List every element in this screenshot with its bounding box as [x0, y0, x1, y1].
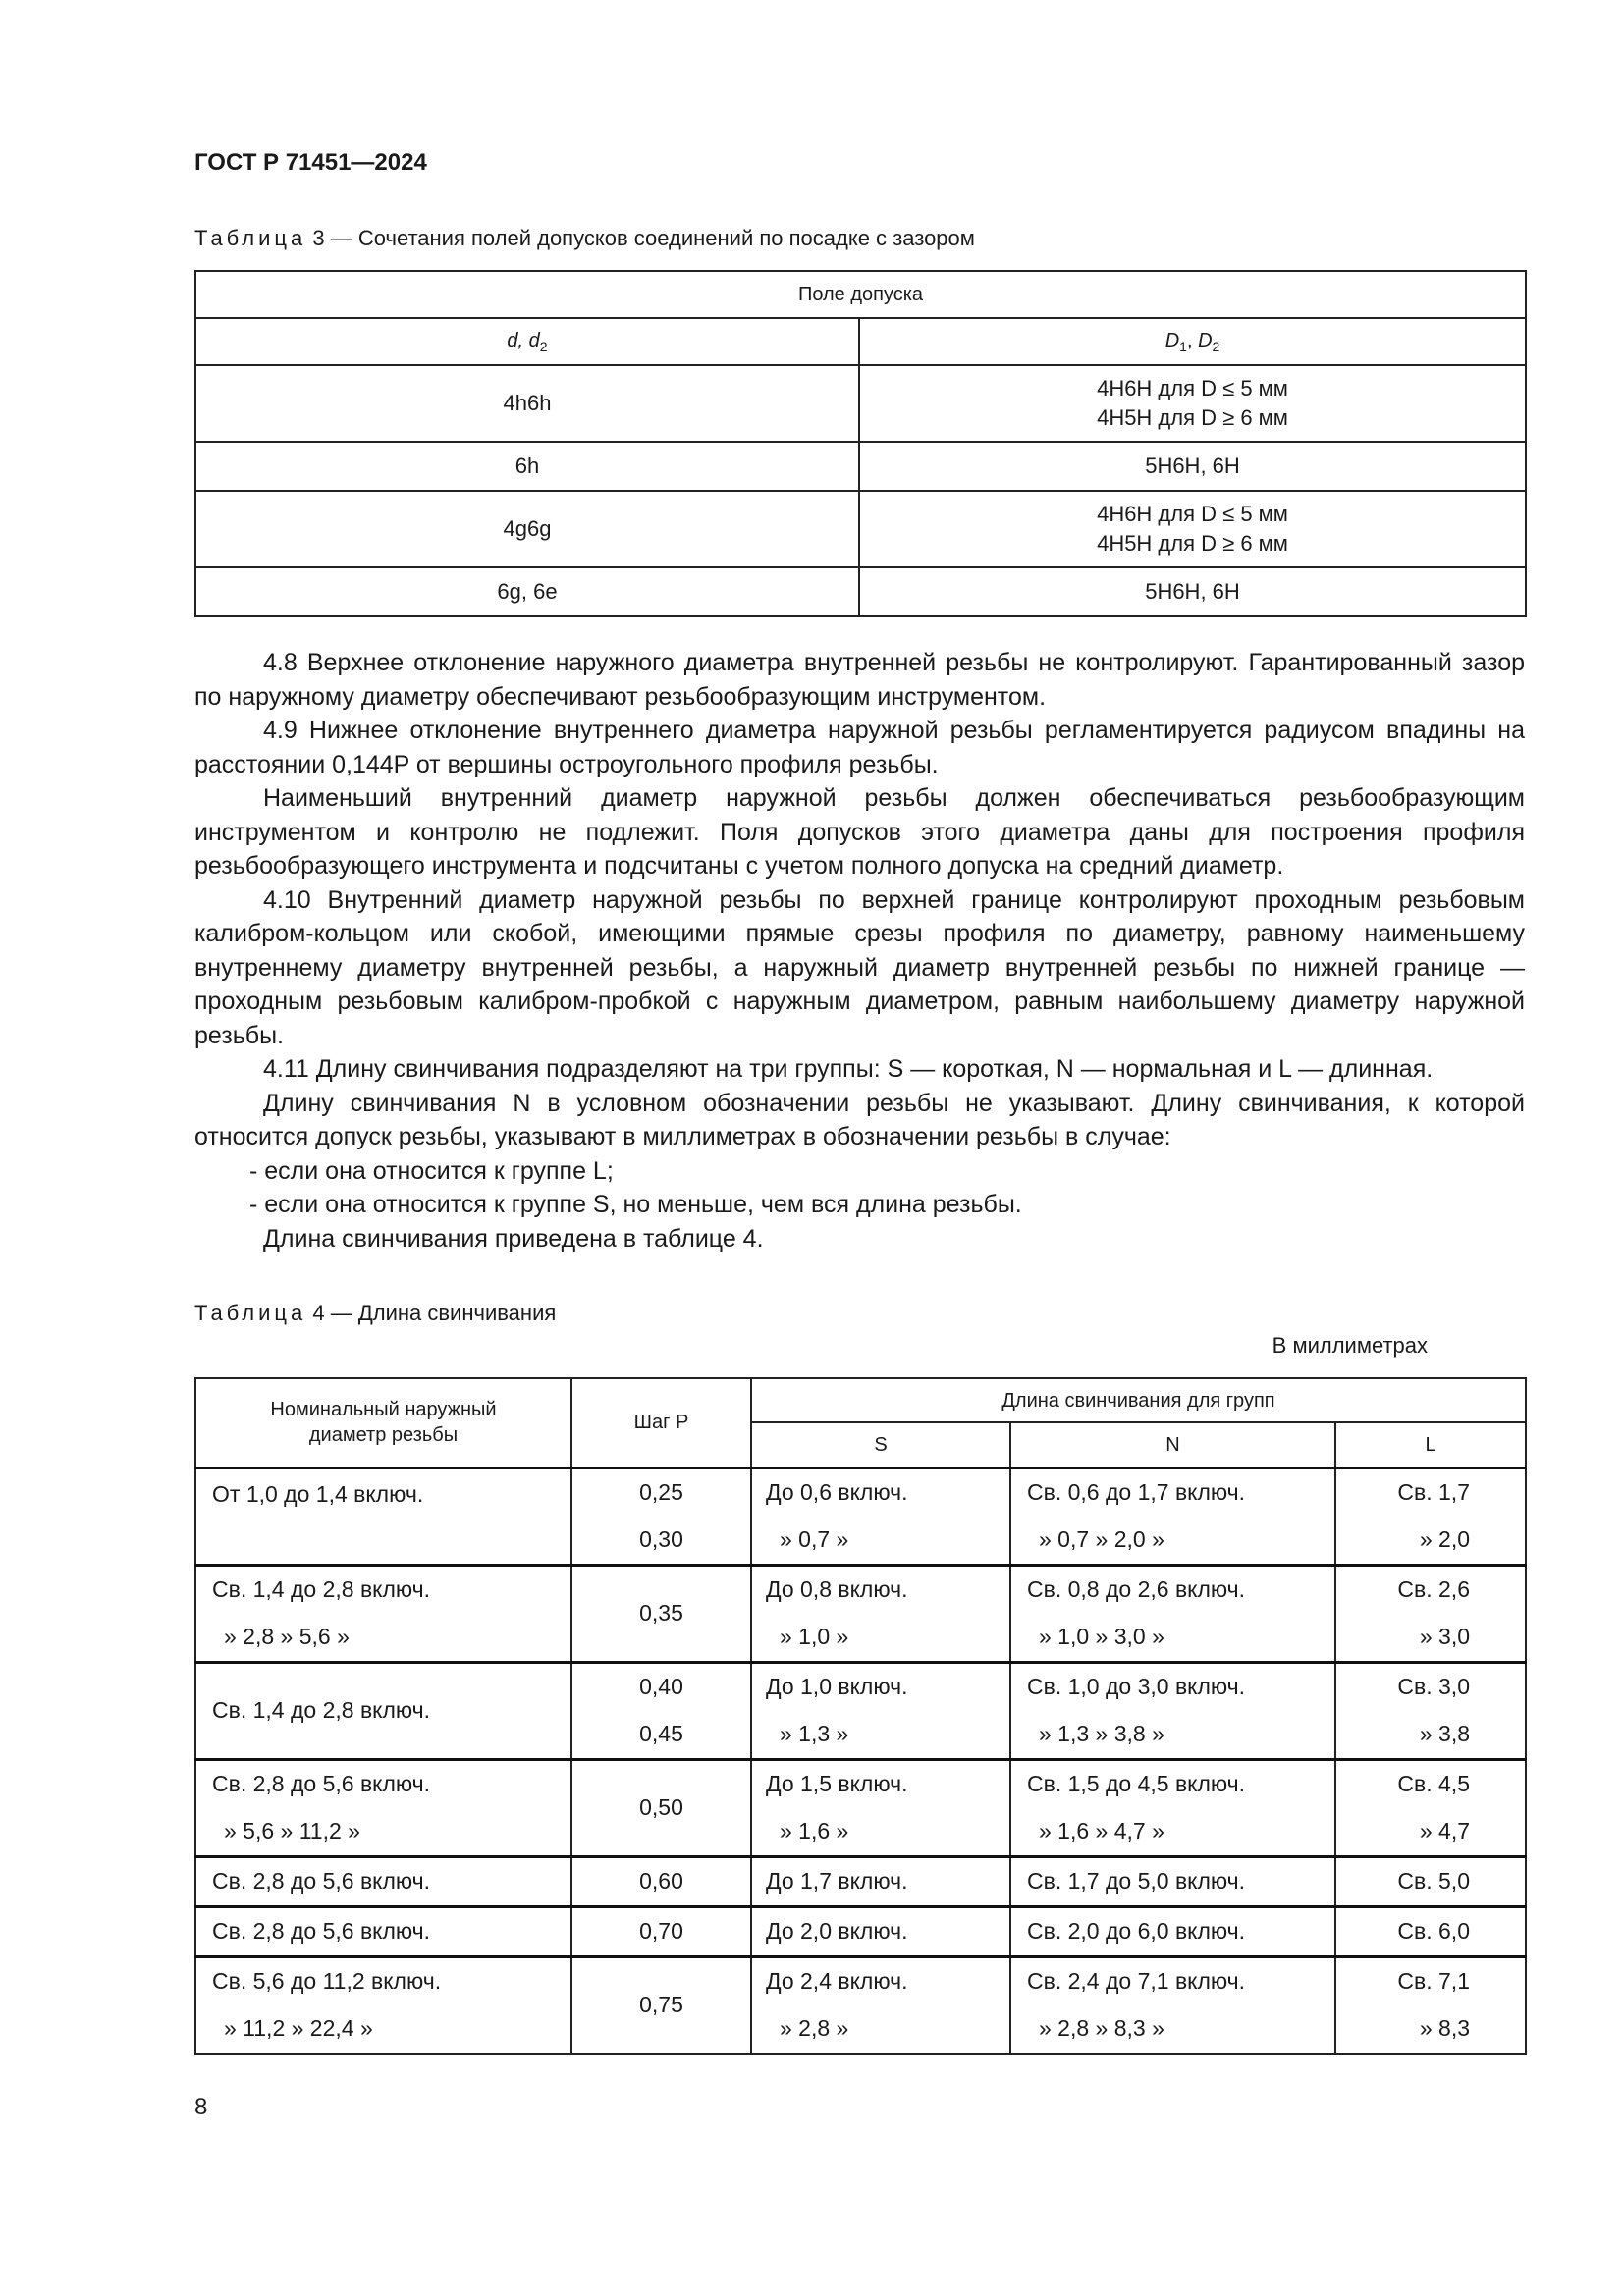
table4-cell-s: До 0,8 включ.	[751, 1565, 1010, 1614]
table4-cell-n: Св. 0,6 до 1,7 включ.	[1010, 1468, 1335, 1517]
table4-cell-n: Св. 2,4 до 7,1 включ.	[1010, 1956, 1335, 2005]
table-row	[195, 365, 1526, 442]
table4-cell-l: Св. 2,6	[1335, 1565, 1526, 1614]
table-row	[195, 1565, 1526, 1614]
table3-cell-left: 6g, 6e	[195, 567, 859, 616]
table4-cell-l: Св. 3,0	[1335, 1662, 1526, 1711]
table4-cell-n: » 0,7 » 2,0 »	[1010, 1517, 1335, 1566]
table4-cell-l: Св. 7,1	[1335, 1956, 1526, 2005]
table-row	[195, 1808, 1526, 1857]
table4-cell-n: Св. 1,7 до 5,0 включ.	[1010, 1856, 1335, 1906]
table4-cell-diameter: Св. 2,8 до 5,6 включ.	[195, 1856, 571, 1906]
table4-caption-word: Таблица	[194, 1301, 307, 1325]
table4-cell-step: 0,60	[571, 1856, 751, 1906]
table4-cell-s: До 2,0 включ.	[751, 1906, 1010, 1956]
table3-cell-left: 6h	[195, 442, 859, 491]
table4-cell-step: 0,25	[571, 1468, 751, 1517]
table3-caption-text: 3 — Сочетания полей допусков соединений по посадке с зазором	[306, 226, 975, 250]
table4-cell-l: Св. 1,7	[1335, 1468, 1526, 1517]
table4-cell-l: Св. 6,0	[1335, 1906, 1526, 1956]
table-3	[194, 270, 1527, 617]
table4-cell-l: » 3,8	[1335, 1711, 1526, 1760]
table4-cell-l: » 3,0	[1335, 1614, 1526, 1663]
table3-caption	[194, 226, 975, 251]
table4-units: В миллиметрах	[1272, 1333, 1428, 1358]
table4-header-diameter: Номинальный наружный диаметр резьбы	[195, 1378, 571, 1468]
table-row	[195, 491, 1526, 567]
table3-group-header: Поле допуска	[195, 271, 1526, 318]
table4-cell-diameter: Св. 2,8 до 5,6 включ.	[195, 1759, 571, 1808]
table-row	[195, 442, 1526, 491]
table4-cell-s: До 1,7 включ.	[751, 1856, 1010, 1906]
table4-cell-s: » 1,0 »	[751, 1614, 1010, 1663]
paragraph-length-n: Длину свинчивания N в условном обозначении резьбы не указывают. Длину свинчивания, к которой относится допуск резьбы, указывают в миллиметрах в обозначении резьбы в случае:	[194, 1089, 1525, 1150]
list-item: - если она относится к группе S, но меньше, чем вся длина резьбы.	[249, 1191, 1022, 1218]
table4-caption-text: 4 — Длина свинчивания	[306, 1301, 557, 1325]
table4-cell-s: До 2,4 включ.	[751, 1956, 1010, 2005]
table-row	[195, 1614, 1526, 1663]
paragraph-4-10: 4.10 Внутренний диаметр наружной резьбы по верхней границе контролируют проходным резьбовым калибром-кольцом или скобой, имеющими прямые срезы профиля по диаметру, равному наименьшему внутреннему диаметру внутренней резьбы, а наружный диаметр внутренней резьбы по нижней границе — проходным резьбовым калибром-пробкой с наружным диаметром, равным наибольшему диаметру наружной резьбы.	[194, 885, 1525, 1049]
table4-cell-n: » 1,0 » 3,0 »	[1010, 1614, 1335, 1663]
table4-cell-diameter: » 11,2 » 22,4 »	[195, 2005, 571, 2054]
table-row	[195, 567, 1526, 616]
table4-cell-l: » 4,7	[1335, 1808, 1526, 1857]
table4-cell-n: » 1,6 » 4,7 »	[1010, 1808, 1335, 1857]
table3-cell-right: 4H6H для D ≤ 5 мм 4H5H для D ≥ 6 мм	[859, 365, 1526, 442]
table-row	[195, 1956, 1526, 2005]
table3-cell-right: 5H6H, 6H	[859, 442, 1526, 491]
table4-caption	[194, 1301, 556, 1326]
table4-cell-diameter: » 2,8 » 5,6 »	[195, 1614, 571, 1663]
table-row	[195, 1662, 1526, 1711]
table-row	[195, 1759, 1526, 1808]
table4-cell-diameter: Св. 2,8 до 5,6 включ.	[195, 1906, 571, 1956]
table4-header-n: N	[1010, 1422, 1335, 1468]
table3-cell-right: 5H6H, 6H	[859, 567, 1526, 616]
table-4	[194, 1377, 1527, 2055]
table3-caption-word: Таблица	[194, 226, 307, 250]
paragraph-4-9: 4.9 Нижнее отклонение внутреннего диаметра наружной резьбы регламентируется радиусом впадины на расстоянии 0,144P от вершины остроугольного профиля резьбы.	[194, 717, 1525, 778]
table4-header-s: S	[751, 1422, 1010, 1468]
table-row	[195, 1468, 1526, 1517]
table4-cell-s: » 0,7 »	[751, 1517, 1010, 1566]
table4-cell-l: Св. 5,0	[1335, 1856, 1526, 1906]
paragraph-4-11: 4.11 Длину свинчивания подразделяют на три группы: S — короткая, N — нормальная и L — длинная.	[263, 1055, 1434, 1083]
table4-cell-n: » 2,8 » 8,3 »	[1010, 2005, 1335, 2054]
table4-header-step: Шаг P	[571, 1378, 751, 1468]
table-row	[195, 2005, 1526, 2054]
table4-cell-step: 0,30	[571, 1517, 751, 1566]
table4-cell-s: » 2,8 »	[751, 2005, 1010, 2054]
table4-cell-l: » 2,0	[1335, 1517, 1526, 1566]
page-number: 8	[194, 2094, 208, 2120]
table4-cell-s: » 1,6 »	[751, 1808, 1010, 1857]
table4-cell-diameter: Св. 1,4 до 2,8 включ.	[195, 1662, 571, 1759]
table-row	[195, 1856, 1526, 1906]
list-item: - если она относится к группе L;	[249, 1156, 614, 1185]
table3-col2-header: $D_1$, $D_2$	[859, 318, 1526, 365]
table4-cell-n: Св. 1,5 до 4,5 включ.	[1010, 1759, 1335, 1808]
table4-cell-s: До 0,6 включ.	[751, 1468, 1010, 1517]
table4-cell-step: 0,40	[571, 1662, 751, 1711]
table4-cell-n: Св. 2,0 до 6,0 включ.	[1010, 1906, 1335, 1956]
table4-cell-step: 0,75	[571, 1956, 751, 2054]
table3-cell-left: 4g6g	[195, 491, 859, 567]
table4-cell-step: 0,35	[571, 1565, 751, 1662]
table4-cell-step: 0,50	[571, 1759, 751, 1856]
body-text	[194, 646, 1525, 1255]
table4-cell-diameter: Св. 1,4 до 2,8 включ.	[195, 1565, 571, 1614]
document-header: ГОСТ Р 71451—2024	[194, 149, 427, 176]
table4-cell-l: Св. 4,5	[1335, 1759, 1526, 1808]
table4-cell-n: » 1,3 » 3,8 »	[1010, 1711, 1335, 1760]
table4-cell-l: » 8,3	[1335, 2005, 1526, 2054]
table3-cell-right: 4H6H для D ≤ 5 мм 4H5H для D ≥ 6 мм	[859, 491, 1526, 567]
table4-cell-s: До 1,0 включ.	[751, 1662, 1010, 1711]
table4-header-length: Длина свинчивания для групп	[751, 1378, 1526, 1422]
table4-cell-s: До 1,5 включ.	[751, 1759, 1010, 1808]
table4-cell-diameter: » 5,6 » 11,2 »	[195, 1808, 571, 1857]
table4-cell-diameter: Св. 5,6 до 11,2 включ.	[195, 1956, 571, 2005]
table4-cell-diameter: От 1,0 до 1,4 включ.	[195, 1468, 571, 1565]
table-row	[195, 1906, 1526, 1956]
table3-col1-header: d, $d_2$	[195, 318, 859, 365]
paragraph-table4-ref: Длина свинчивания приведена в таблице 4.	[263, 1224, 764, 1253]
paragraph-min-diameter: Наименьший внутренний диаметр наружной резьбы должен обеспечиваться резьбообразующим инструментом и контролю не подлежит. Поля допусков этого диаметра даны для построения профиля резьбообразующего инструмента и подсчитаны с учетом полного допуска на средний диаметр.	[194, 784, 1525, 880]
paragraph-4-8: 4.8 Верхнее отклонение наружного диаметра внутренней резьбы не контролируют. Гарантированный зазор по наружному диаметру обеспечивают резьбообразующим инструментом.	[194, 649, 1525, 711]
table4-cell-s: » 1,3 »	[751, 1711, 1010, 1760]
table4-cell-step: 0,70	[571, 1906, 751, 1956]
table4-cell-n: Св. 1,0 до 3,0 включ.	[1010, 1662, 1335, 1711]
table4-cell-step: 0,45	[571, 1711, 751, 1760]
table3-cell-left: 4h6h	[195, 365, 859, 442]
table4-cell-n: Св. 0,8 до 2,6 включ.	[1010, 1565, 1335, 1614]
table4-header-l: L	[1335, 1422, 1526, 1468]
